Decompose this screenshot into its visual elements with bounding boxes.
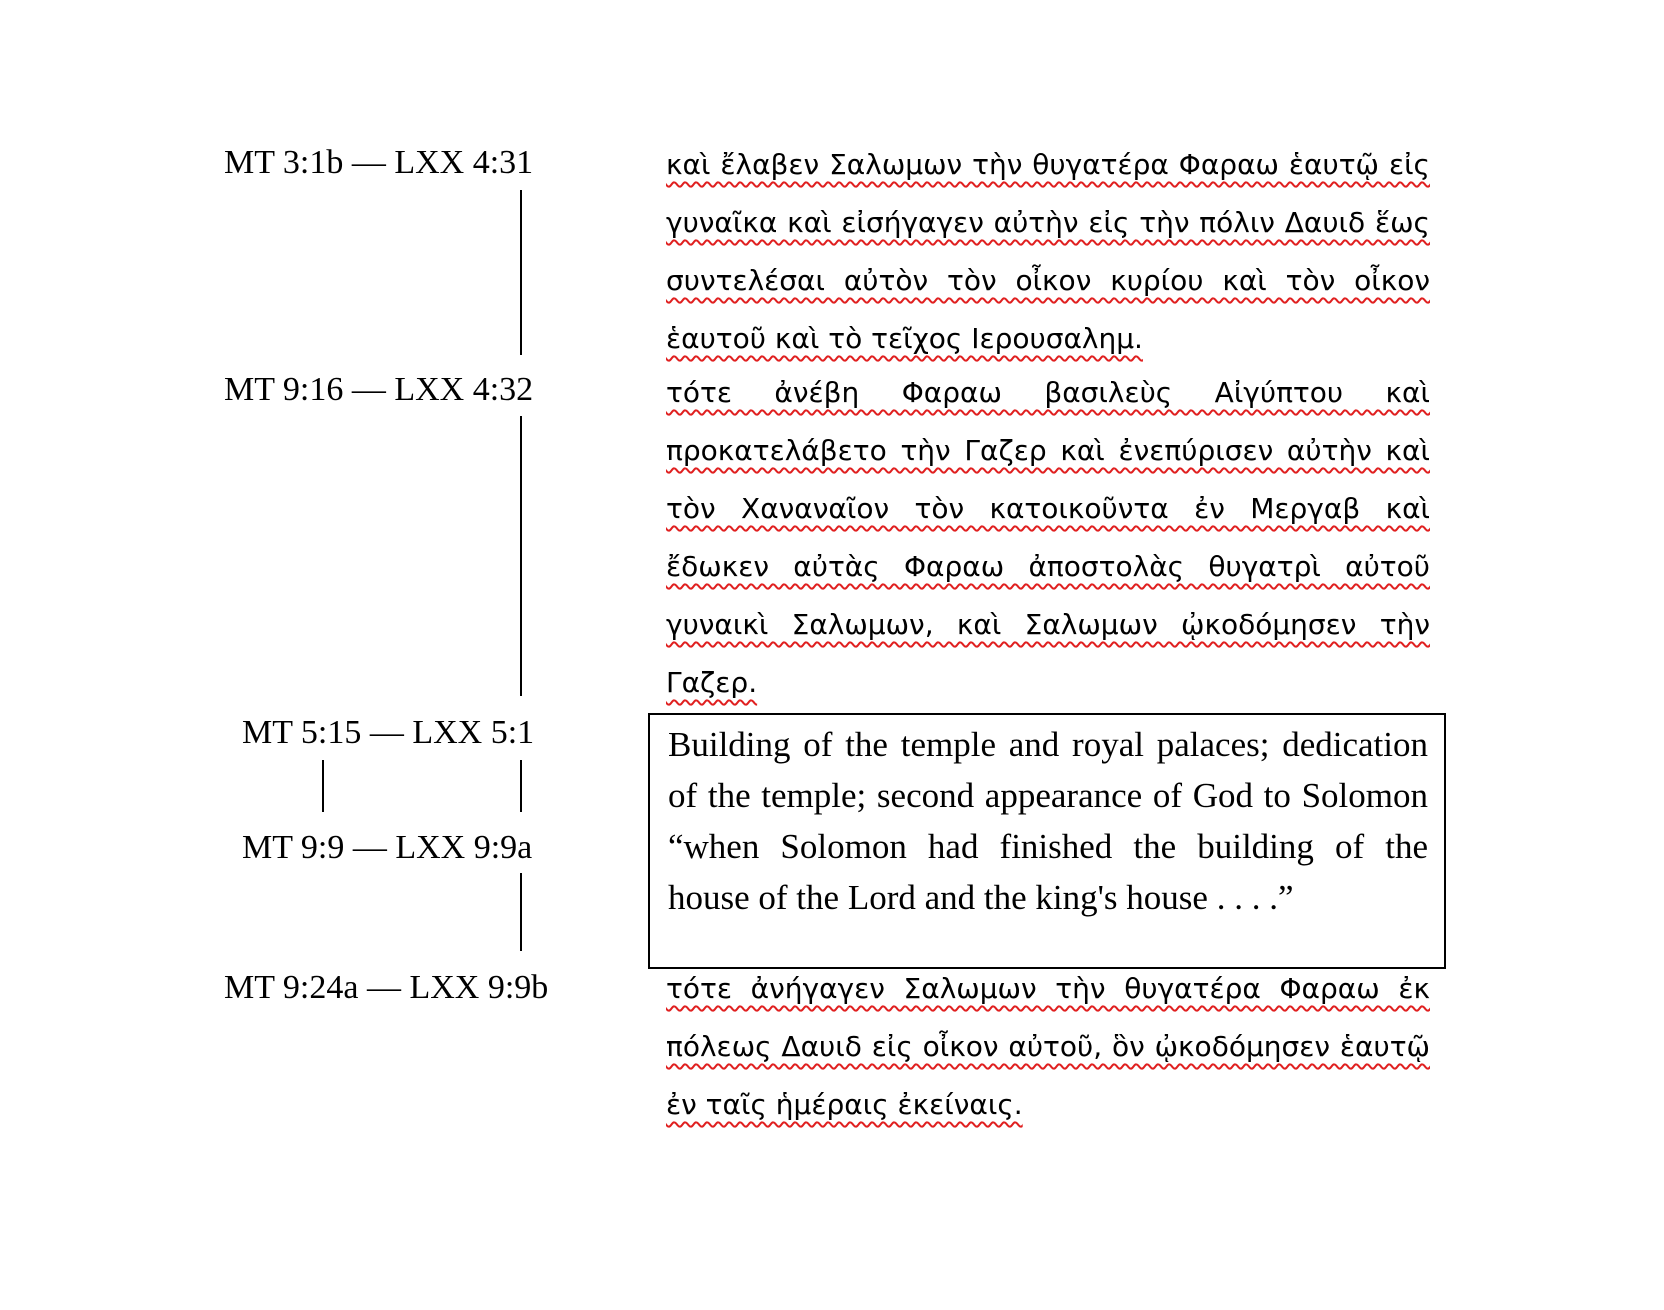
dash-separator: —	[351, 371, 386, 408]
passage-text: καὶ ἔλαβεν Σαλωμων τὴν θυγατέρα Φαραω ἑαυτῷ εἰς γυναῖκα καὶ εἰσήγαγεν αὐτὴν εἰς τὴν πόλιν Δαυιδ ἕως συντελέσαι αὐτὸν τὸν οἶκον κυρίου καὶ τὸν οἶκον ἑαυτοῦ καὶ τὸ τεῖχος Ιερουσαλημ.	[666, 148, 1430, 355]
passage-text: τότε ἀνήγαγεν Σαλωμων τὴν θυγατέρα Φαραω ἐκ πόλεως Δαυιδ εἰς οἶκον αὐτοῦ, ὃν ᾠκοδόμησεν ἑαυτῷ ἐν ταῖς ἡμέραις ἐκείναις.	[666, 972, 1430, 1121]
reference-mt-9-16-lxx-4-32	[224, 370, 533, 410]
passage-text: τότε ἀνέβη Φαραω βασιλεὺς Αἰγύπτου καὶ προκατελάβετο τὴν Γαζερ καὶ ἐνεπύρισεν αὐτὴν καὶ τὸν Χαναναῖον τὸν κατοικοῦντα ἐν Μεργαβ καὶ ἔδωκεν αὐτὰς Φαραω ἀποστολὰς θυγατρὶ αὐτοῦ γυναικὶ Σαλωμων, καὶ Σαλωμων ᾠκοδόμησεν τὴν Γαζερ.	[666, 376, 1430, 699]
connector-line	[520, 416, 522, 696]
summary-text: Building of the temple and royal palaces; dedication of the temple; second appearance of God to Solomon “when Solomon had finished the building of the house of the Lord and the king's house . . . .”	[668, 725, 1428, 917]
connector-line-lxx	[520, 760, 522, 812]
connector-line	[520, 190, 522, 355]
greek-passage-lxx-9-9b	[666, 960, 1430, 1134]
lxx-reference: LXX 5:1	[412, 714, 535, 751]
dash-separator: —	[352, 829, 387, 866]
dash-separator: —	[366, 969, 401, 1006]
reference-mt-5-15-lxx-5-1	[242, 713, 534, 753]
reference-mt-9-9-lxx-9-9a	[242, 828, 532, 868]
lxx-reference: LXX 4:32	[394, 371, 534, 408]
greek-passage-lxx-4-32	[666, 364, 1430, 712]
dash-separator: —	[369, 714, 404, 751]
connector-line	[520, 873, 522, 951]
mt-reference: MT 5:15	[242, 714, 362, 751]
mt-reference: MT 9:16	[224, 371, 344, 408]
lxx-reference: LXX 9:9a	[395, 829, 533, 866]
lxx-reference: LXX 9:9b	[409, 969, 549, 1006]
mt-reference: MT 9:24a	[224, 969, 359, 1006]
lxx-reference: LXX 4:31	[394, 144, 534, 181]
dash-separator: —	[351, 144, 386, 181]
reference-mt-9-24a-lxx-9-9b	[224, 968, 548, 1008]
greek-passage-lxx-4-31	[666, 136, 1430, 368]
mt-reference: MT 3:1b	[224, 144, 344, 181]
reference-mt-3-1b-lxx-4-31	[224, 143, 533, 183]
summary-box	[648, 713, 1446, 969]
mt-reference: MT 9:9	[242, 829, 345, 866]
connector-line-mt	[322, 760, 324, 812]
